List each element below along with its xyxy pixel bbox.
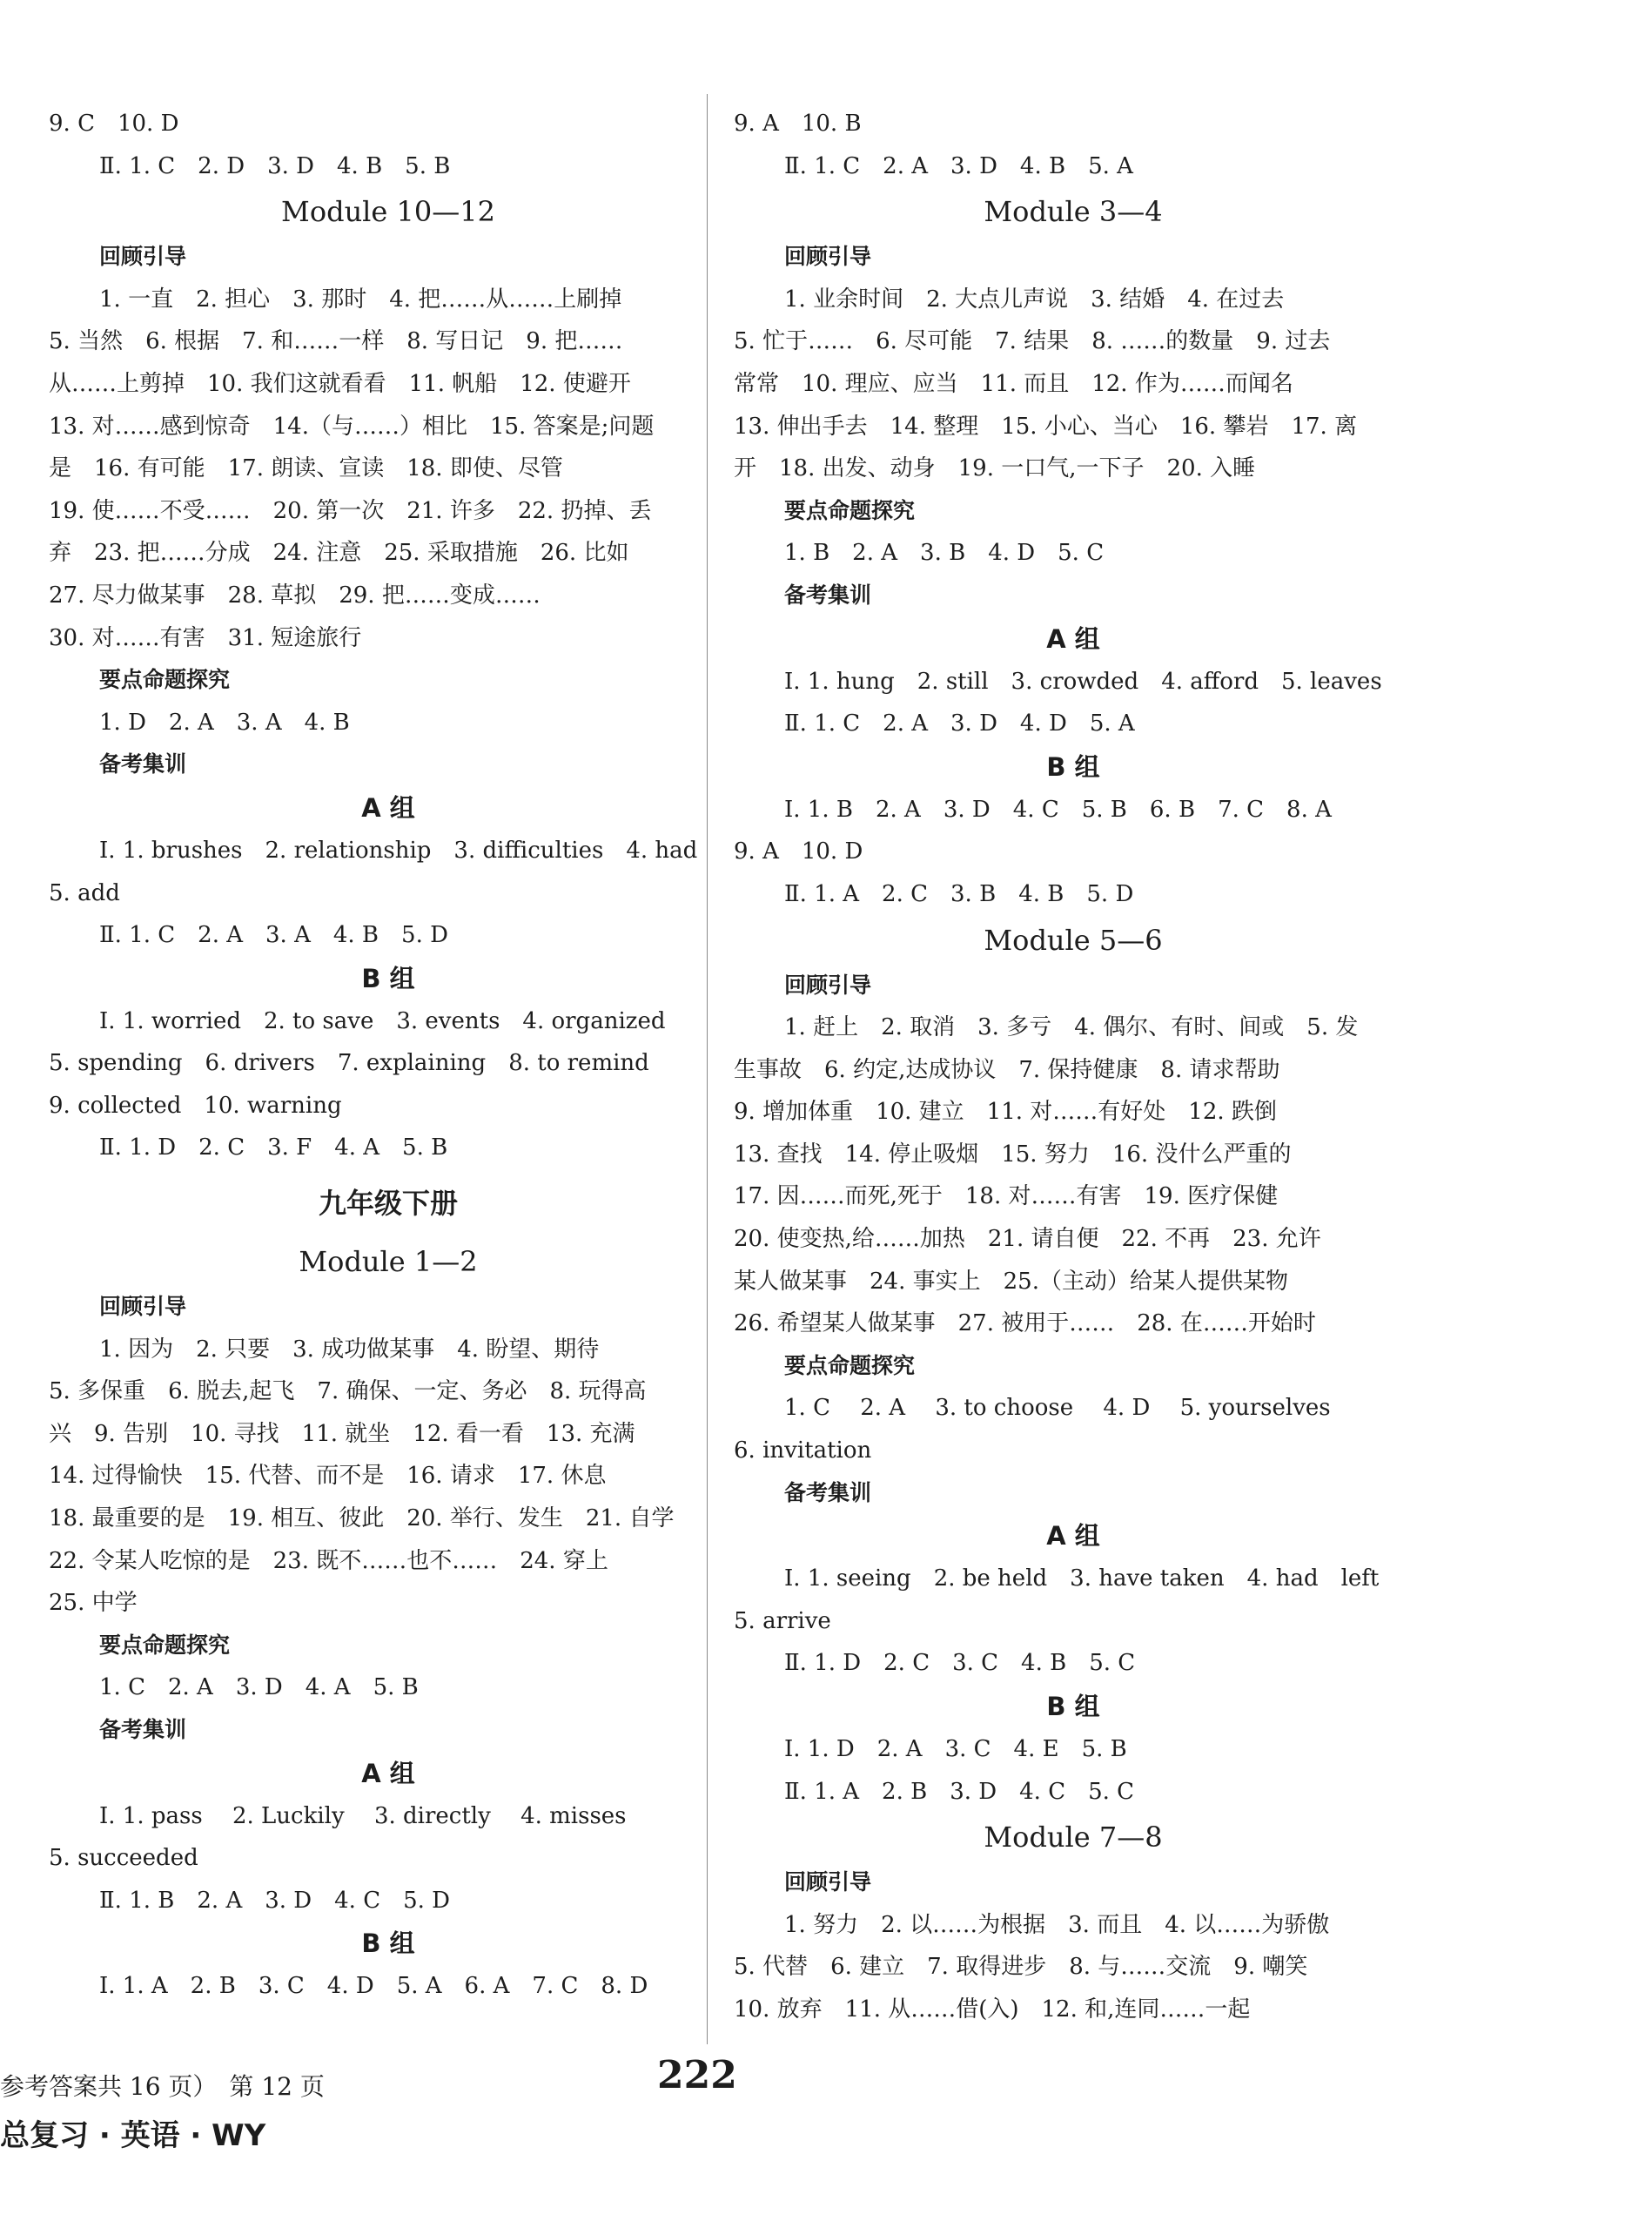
answer-line: 5. 多保重 6. 脱去,起飞 7. 确保、一定、务必 8. 玩得高 [49, 1378, 647, 1405]
answer-line: 1. 赶上 2. 取消 3. 多亏 4. 偶尔、有时、间或 5. 发 [784, 1014, 1359, 1041]
answer-line: 9. A 10. D [734, 838, 863, 865]
answer-line: 5. 忙于…… 6. 尽可能 7. 结果 8. ……的数量 9. 过去 [734, 328, 1331, 355]
answer-line: 1. 业余时间 2. 大点儿声说 3. 结婚 4. 在过去 [784, 286, 1285, 313]
book-title: 总复习 · 英语 · WY [0, 2118, 266, 2153]
module-heading: Module 10—12 [281, 195, 495, 229]
section-heading: 要点命题探究 [784, 1352, 916, 1378]
answer-line: Ⅱ. 1. A 2. B 3. D 4. C 5. C [784, 1778, 1135, 1805]
answer-line: 是 16. 有可能 17. 朗读、宣读 18. 即使、尽管 [49, 455, 563, 482]
answer-line: 13. 对……感到惊奇 14.（与……）相比 15. 答案是;问题 [49, 413, 655, 440]
section-heading: 备考集训 [784, 582, 872, 608]
answer-line: 5. add [49, 879, 120, 906]
answer-column-right [734, 103, 1413, 2031]
answer-line: Ⅰ. 1. pass 2. Luckily 3. directly 4. misses [99, 1802, 627, 1829]
answer-line: 13. 查找 14. 停止吸烟 15. 努力 16. 没什么严重的 [734, 1141, 1292, 1168]
answer-line: 某人做某事 24. 事实上 25.（主动）给某人提供某物 [734, 1268, 1288, 1295]
answer-line: Ⅱ. 1. B 2. A 3. D 4. C 5. D [99, 1887, 451, 1914]
answer-line: Ⅰ. 1. D 2. A 3. C 4. E 5. B [784, 1736, 1127, 1762]
answer-line: 5. 当然 6. 根据 7. 和……一样 8. 写日记 9. 把…… [49, 328, 623, 355]
answer-line: 22. 令某人吃惊的是 23. 既不……也不…… 24. 穿上 [49, 1547, 608, 1574]
group-heading: B 组 [1046, 751, 1100, 782]
answer-line: Ⅰ. 1. B 2. A 3. D 4. C 5. B 6. B 7. C 8. A [784, 796, 1332, 823]
answer-line: 18. 最重要的是 19. 相互、彼此 20. 举行、发生 21. 自学 [49, 1505, 675, 1532]
answer-line: Ⅰ. 1. brushes 2. relationship 3. difficulties 4. had [99, 837, 698, 864]
answer-line: 1. C 2. A 3. D 4. A 5. B [99, 1674, 419, 1701]
section-heading: 要点命题探究 [784, 497, 916, 523]
group-heading: B 组 [361, 1928, 415, 1959]
answer-line: 生事故 6. 约定,达成协议 7. 保持健康 8. 请求帮助 [734, 1056, 1280, 1083]
answer-line: 1. 一直 2. 担心 3. 那时 4. 把……从……上刷掉 [99, 286, 622, 313]
answer-line: 开 18. 出发、动身 19. 一口气,一下子 20. 入睡 [734, 455, 1256, 482]
section-heading: 要点命题探究 [99, 1632, 231, 1658]
module-heading: Module 1—2 [299, 1245, 478, 1279]
answer-line: 5. succeeded [49, 1845, 198, 1872]
grade-heading: 九年级下册 [318, 1187, 458, 1221]
answer-line: 5. spending 6. drivers 7. explaining 8. to remind [49, 1050, 649, 1077]
answer-line: Ⅱ. 1. C 2. A 3. D 4. B 5. A [784, 152, 1133, 179]
answer-line: Ⅰ. 1. hung 2. still 3. crowded 4. afford 5. leaves [784, 668, 1382, 695]
answer-line: Ⅰ. 1. worried 2. to save 3. events 4. organized [99, 1007, 666, 1034]
answer-line: 19. 使……不受…… 20. 第一次 21. 许多 22. 扔掉、丢 [49, 497, 652, 524]
answer-line: Ⅱ. 1. D 2. C 3. F 4. A 5. B [99, 1134, 448, 1161]
answer-column-left [49, 103, 728, 2008]
section-heading: 备考集训 [99, 751, 187, 777]
answer-line: 17. 因……而死,死于 18. 对……有害 19. 医疗保健 [734, 1183, 1279, 1210]
group-heading: B 组 [1046, 1692, 1100, 1721]
footer-page-info: 参考答案共 16 页） 第 12 页 [0, 2072, 325, 2101]
section-heading: 回顾引导 [784, 1869, 872, 1895]
section-heading: 回顾引导 [99, 1294, 187, 1320]
answer-line: Ⅱ. 1. C 2. A 3. A 4. B 5. D [99, 922, 448, 949]
answer-line: 9. 增加体重 10. 建立 11. 对……有好处 12. 跌倒 [734, 1099, 1277, 1126]
module-heading: Module 7—8 [984, 1821, 1163, 1854]
answer-line: 1. 因为 2. 只要 3. 成功做某事 4. 盼望、期待 [99, 1336, 600, 1363]
answer-line: Ⅱ. 1. C 2. D 3. D 4. B 5. B [99, 152, 451, 179]
group-heading: B 组 [361, 963, 415, 993]
answer-line: 9. A 10. B [734, 111, 862, 137]
answer-line: 13. 伸出手去 14. 整理 15. 小心、当心 16. 攀岩 17. 离 [734, 413, 1358, 440]
answer-line: 5. 代替 6. 建立 7. 取得进步 8. 与……交流 9. 嘲笑 [734, 1954, 1308, 1981]
group-heading: A 组 [361, 792, 415, 823]
page-number: 222 [657, 2053, 737, 2097]
group-heading: A 组 [1046, 623, 1100, 654]
answer-line: 27. 尽力做某事 28. 草拟 29. 把……变成…… [49, 582, 541, 609]
answer-line: Ⅱ. 1. C 2. A 3. D 4. D 5. A [784, 710, 1135, 737]
answer-line: 30. 对……有害 31. 短途旅行 [49, 624, 362, 651]
group-heading: A 组 [361, 1758, 415, 1788]
module-heading: Module 5—6 [984, 923, 1163, 957]
answer-line: Ⅱ. 1. D 2. C 3. C 4. B 5. C [784, 1650, 1136, 1677]
answer-line: 1. C 2. A 3. to choose 4. D 5. yourselves [784, 1395, 1331, 1422]
answer-line: 25. 中学 [49, 1590, 138, 1617]
answer-line: 弃 23. 把……分成 24. 注意 25. 采取措施 26. 比如 [49, 540, 629, 567]
section-heading: 回顾引导 [784, 972, 872, 998]
section-heading: 回顾引导 [784, 244, 872, 270]
answer-line: 9. collected 10. warning [49, 1092, 342, 1119]
answer-line: 常常 10. 理应、应当 11. 而且 12. 作为……而闻名 [734, 370, 1293, 397]
answer-line: 兴 9. 告别 10. 寻找 11. 就坐 12. 看一看 13. 充满 [49, 1420, 635, 1447]
answer-line: 1. D 2. A 3. A 4. B [99, 709, 350, 736]
answer-line: 10. 放弃 11. 从……借(入) 12. 和,连同……一起 [734, 1996, 1251, 2023]
section-heading: 要点命题探究 [99, 667, 231, 693]
section-heading: 备考集训 [784, 1479, 872, 1505]
answer-line: 6. invitation [734, 1437, 872, 1464]
answer-line: 1. B 2. A 3. B 4. D 5. C [784, 540, 1105, 567]
section-heading: 备考集训 [99, 1717, 187, 1742]
section-heading: 回顾引导 [99, 244, 187, 270]
answer-line: Ⅰ. 1. A 2. B 3. C 4. D 5. A 6. A 7. C 8. D [99, 1973, 648, 2000]
column-divider [707, 94, 708, 2044]
answer-line: 14. 过得愉快 15. 代替、而不是 16. 请求 17. 休息 [49, 1463, 607, 1490]
answer-line: 9. C 10. D [49, 111, 179, 137]
group-heading: A 组 [1046, 1521, 1100, 1552]
answer-line: 26. 希望某人做某事 27. 被用于…… 28. 在……开始时 [734, 1310, 1316, 1337]
answer-line: 20. 使变热,给……加热 21. 请自便 22. 不再 23. 允许 [734, 1226, 1321, 1253]
answer-line: 5. arrive [734, 1607, 831, 1634]
answer-line: Ⅰ. 1. seeing 2. be held 3. have taken 4. had left [784, 1565, 1380, 1592]
answer-line: 从……上剪掉 10. 我们这就看看 11. 帆船 12. 使避开 [49, 370, 631, 397]
answer-line: Ⅱ. 1. A 2. C 3. B 4. B 5. D [784, 880, 1134, 907]
module-heading: Module 3—4 [984, 195, 1163, 229]
answer-line: 1. 努力 2. 以……为根据 3. 而且 4. 以……为骄傲 [784, 1911, 1330, 1938]
